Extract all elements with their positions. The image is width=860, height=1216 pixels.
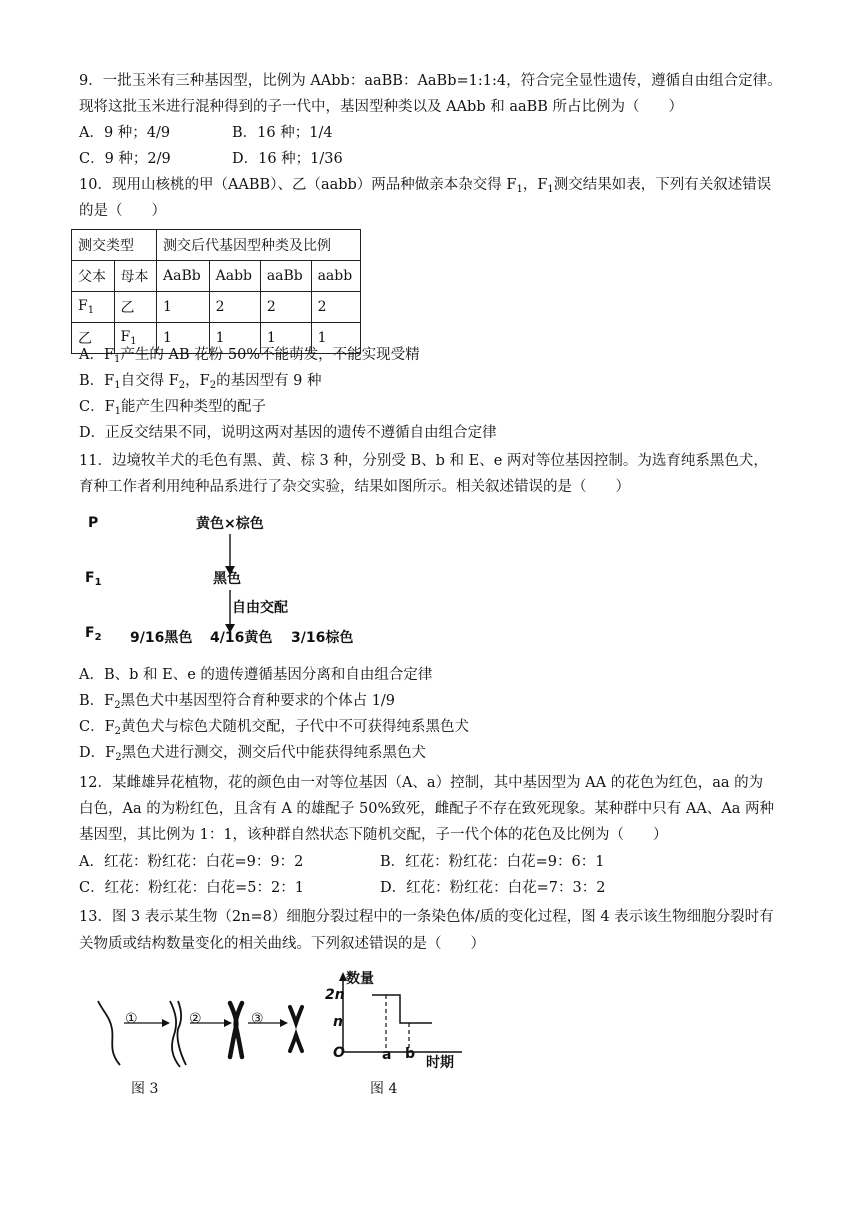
- q10-stem-line2: 的是（ ）: [79, 203, 166, 219]
- header-cell: 母本: [114, 261, 157, 292]
- q12-stem-line2: 白色，Aa 的为粉红色，且含有 A 的雄配子 50%致死，雌配子不存在致死现象。某种群中只有 AA、Aa 两种: [79, 801, 775, 817]
- step-3-label: ③: [251, 1011, 264, 1027]
- table-cell: 2: [311, 292, 360, 323]
- q9-option-d: D．16 种；1/36: [232, 151, 343, 167]
- x-tick-b: b: [405, 1046, 416, 1062]
- header-cell: aabb: [311, 261, 360, 292]
- label-f2: $F_2$: [85, 625, 102, 643]
- table-cell: 乙: [72, 323, 115, 354]
- table-cell: 1: [311, 323, 360, 354]
- q9-option-a: A．9 种；4/9: [79, 125, 171, 141]
- q12-option-d: D．红花：粉红花：白花=7：3：2: [380, 880, 606, 896]
- y-tick-2n: 2n: [325, 987, 345, 1003]
- table-cell: $F_1$: [114, 323, 157, 354]
- q9-stem-line1: 9．一批玉米有三种基因型，比例为 AAbb：aaBB：AaBb=1:1:4，符合完全显性遗传，遵循自由组合定律。: [79, 73, 782, 89]
- label-f1: $F_1$: [85, 570, 102, 588]
- q9-stem-line2: 现将这批玉米进行混种得到的子一代中，基因型种类以及 AAbb 和 aaBB 所占比例为（ ）: [79, 99, 684, 115]
- q13-stem-line1: 13．图 3 表示某生物（2n=8）细胞分裂过程中的一条染色体/质的变化过程，图 4 表示该生物细胞分裂时有: [79, 909, 774, 925]
- q11-option-c: C．$F_2$黄色犬与棕色犬随机交配，子代中不可获得纯系黑色犬: [79, 719, 470, 737]
- f2-yellow: 4/16黄色: [210, 630, 273, 646]
- table-row: [72, 261, 361, 292]
- figure-4-caption: 图 4: [370, 1081, 398, 1097]
- chromatin-icon: [98, 1001, 120, 1065]
- header-cell: Aabb: [209, 261, 260, 292]
- q9-option-c: C．9 种；2/9: [79, 151, 171, 167]
- x-tick-a: a: [382, 1047, 392, 1063]
- f1-phenotype: 黑色: [213, 571, 241, 587]
- q11-stem-line1: 11．边境牧羊犬的毛色有黑、黄、棕 3 种，分别受 B、b 和 E、e 两对等位基因控制。为选育纯系黑色犬，: [79, 453, 768, 469]
- header-cell: 测交类型: [72, 230, 157, 261]
- q12-stem-line1: 12．某雌雄异花植物，花的颜色由一对等位基因（A、a）控制，其中基因型为 AA 的花色为红色，aa 的为: [79, 775, 764, 791]
- q12-option-a: A．红花：粉红花：白花=9：9：2: [79, 854, 304, 870]
- q13-stem-line2: 关物质或结构数量变化的相关曲线。下列叙述错误的是（ ）: [79, 936, 485, 952]
- header-cell: 父本: [72, 261, 115, 292]
- table-cell: 2: [260, 292, 311, 323]
- q11-stem-line2: 育种工作者利用纯种品系进行了杂交实验，结果如图所示。相关叙述错误的是（ ）: [79, 479, 630, 495]
- label-p: P: [88, 515, 99, 531]
- figure-3-chromosome-diagram: [90, 995, 330, 1075]
- table-cell: 乙: [114, 292, 157, 323]
- q11-option-d: D．$F_2$黑色犬进行测交，测交后代中能获得纯系黑色犬: [79, 745, 427, 763]
- figure-3-caption: 图 3: [131, 1081, 159, 1097]
- table-cell: 1: [157, 323, 210, 354]
- f2-black: 9/16黑色: [130, 630, 193, 646]
- q12-stem-line3: 基因型，其比例为 1：1，该种群自然状态下随机交配，子一代个体的花色及比例为（ ）: [79, 827, 668, 843]
- table-cell: 1: [260, 323, 311, 354]
- q11-option-b: B．$F_2$黑色犬中基因型符合育种要求的个体占 1/9: [79, 693, 396, 711]
- header-cell: aaBb: [260, 261, 311, 292]
- step-1-label: ①: [125, 1011, 138, 1027]
- y-axis-title: 数量: [346, 971, 374, 987]
- q9-option-b: B．16 种；1/4: [232, 125, 333, 141]
- table-row: [72, 230, 361, 261]
- q10-option-d: D．正反交结果不同，说明这两对基因的遗传不遵循自由组合定律: [79, 425, 497, 441]
- table-cell: $F_1$: [72, 292, 115, 323]
- q12-option-c: C．红花：粉红花：白花=5：2：1: [79, 880, 304, 896]
- q10-option-c: C．$F_1$能产生四种类型的配子: [79, 399, 267, 417]
- mating-label: 自由交配: [232, 600, 288, 616]
- y-tick-n: n: [333, 1014, 343, 1030]
- q10-option-b: B．$F_1$自交得 $F_2$，$F_2$的基因型有 9 种: [79, 373, 322, 391]
- origin-label: O: [333, 1045, 345, 1061]
- f2-brown: 3/16棕色: [291, 630, 354, 646]
- table-cell: 1: [209, 323, 260, 354]
- table-cell: 1: [157, 292, 210, 323]
- q12-option-b: B．红花：粉红花：白花=9：6：1: [380, 854, 605, 870]
- parent-cross: 黄色×棕色: [196, 516, 264, 532]
- x-axis-title: 时期: [426, 1055, 454, 1071]
- q10-stem-line1: 10．现用山核桃的甲（AABB）、乙（aabb）两品种做亲本杂交得 $F_1$，$F_1$测交结果如表，下列有关叙述错误: [79, 177, 772, 195]
- table-cell: 2: [209, 292, 260, 323]
- q10-testcross-table: [71, 229, 361, 354]
- header-cell: 测交后代基因型种类及比例: [157, 230, 361, 261]
- q11-option-a: A．B、b 和 E、e 的遗传遵循基因分离和自由组合定律: [79, 667, 433, 683]
- q10-option-a: A．$F_1$产生的 AB 花粉 50%不能萌发，不能实现受精: [79, 347, 420, 365]
- header-cell: AaBb: [157, 261, 210, 292]
- table-row: [72, 292, 361, 323]
- step-2-label: ②: [189, 1011, 202, 1027]
